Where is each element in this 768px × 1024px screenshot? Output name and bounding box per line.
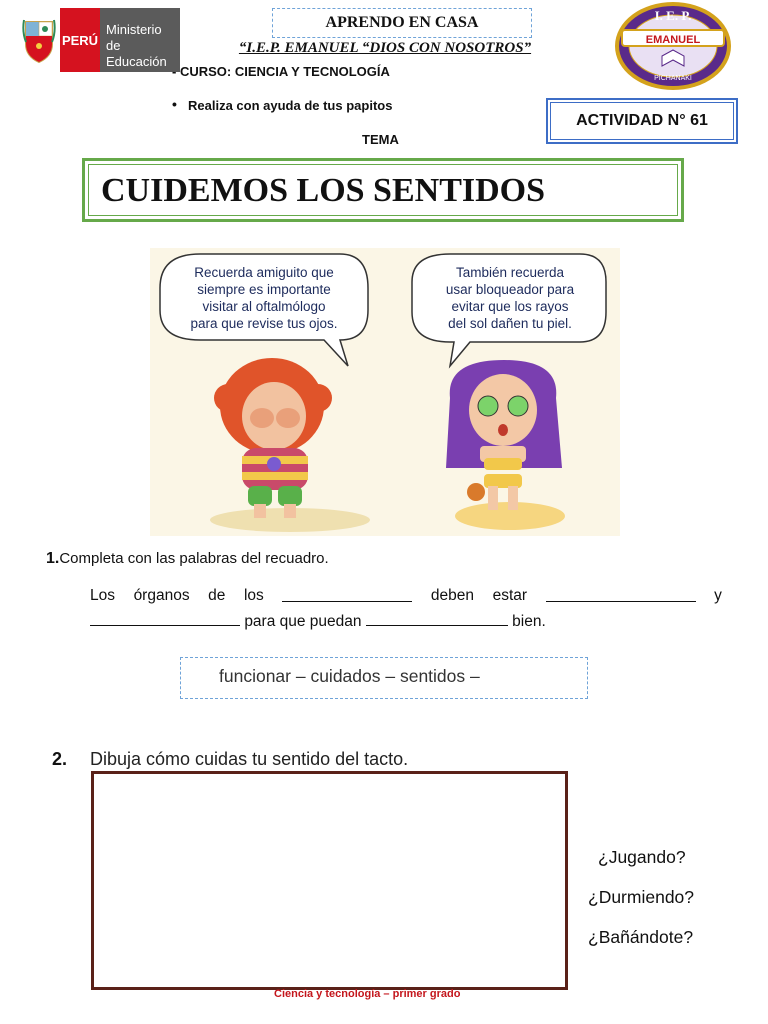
blank-field[interactable] bbox=[282, 587, 412, 602]
bubble-left-line: para que revise tus ojos. bbox=[190, 316, 338, 331]
fill-sentence-line2 bbox=[90, 611, 546, 631]
main-title: CUIDEMOS LOS SENTIDOS bbox=[88, 164, 678, 216]
word: Los bbox=[90, 587, 115, 604]
question-1-text: Completa con las palabras del recuadro. bbox=[59, 550, 329, 567]
bubble-left-line: visitar al oftalmólogo bbox=[202, 299, 326, 314]
question-2-number: 2. bbox=[52, 749, 68, 769]
illustration bbox=[150, 248, 620, 536]
peru-label: PERÚ bbox=[60, 8, 100, 72]
page-header-title: APRENDO EN CASA bbox=[272, 8, 532, 38]
school-logo-top: I. E. P. bbox=[654, 8, 692, 23]
blank-field[interactable] bbox=[90, 611, 240, 626]
school-logo-name: EMANUEL bbox=[645, 34, 701, 46]
minedu-logo bbox=[18, 8, 180, 72]
course-label: - CURSO: CIENCIA Y TECNOLOGÍA bbox=[172, 64, 390, 79]
girl-with-sunglasses-figure bbox=[446, 360, 562, 510]
question-2-text: Dibuja cómo cuidas tu sentido del tacto. bbox=[90, 749, 409, 769]
word: los bbox=[243, 587, 264, 604]
blank-field[interactable] bbox=[366, 611, 508, 626]
activity-number: ACTIVIDAD N° 61 bbox=[550, 102, 734, 140]
ministry-line2: de Educación bbox=[106, 38, 167, 69]
bubble-right-line: del sol dañen tu piel. bbox=[448, 316, 572, 331]
bubble-right-line: usar bloqueador para bbox=[445, 282, 575, 297]
word: para que puedan bbox=[244, 613, 362, 630]
side-question: ¿Jugando? bbox=[598, 847, 686, 867]
drawing-area[interactable] bbox=[91, 771, 568, 990]
word: estar bbox=[492, 587, 528, 604]
ministry-line1: Ministerio bbox=[106, 22, 162, 37]
bubble-right-text bbox=[420, 264, 600, 332]
school-logo bbox=[612, 0, 734, 92]
bubble-left-line: siempre es importante bbox=[197, 282, 331, 297]
bubble-left-text bbox=[168, 264, 360, 332]
word-bank: funcionar – cuidados – sentidos – bbox=[180, 657, 588, 699]
word: de bbox=[208, 587, 226, 604]
side-question: ¿Durmiendo? bbox=[588, 887, 695, 907]
word: deben bbox=[430, 587, 475, 604]
blank-field[interactable] bbox=[546, 587, 696, 602]
fill-sentence-line1 bbox=[90, 587, 722, 605]
peru-shield-icon bbox=[18, 8, 60, 72]
word: bien. bbox=[512, 613, 546, 630]
word: y bbox=[714, 587, 722, 604]
bubble-left-line: Recuerda amiguito que bbox=[194, 265, 334, 280]
word: órganos bbox=[133, 587, 190, 604]
school-logo-bottom: PICHANAKI bbox=[654, 75, 692, 82]
question-1-number: 1. bbox=[46, 550, 60, 567]
girl-covering-eyes-figure bbox=[214, 358, 332, 518]
question-1 bbox=[46, 550, 329, 568]
activity-badge bbox=[546, 98, 738, 144]
tema-label: TEMA bbox=[362, 132, 399, 147]
main-title-box bbox=[82, 158, 684, 222]
ministry-label bbox=[100, 8, 180, 72]
footer-text: Ciencia y tecnología – primer grado bbox=[274, 988, 461, 1000]
side-question: ¿Bañándote? bbox=[588, 927, 694, 947]
instruction-text: Realiza con ayuda de tus papitos bbox=[188, 98, 393, 113]
bullet-icon: • bbox=[172, 96, 177, 112]
bubble-right-line: También recuerda bbox=[455, 265, 565, 280]
bubble-right-line: evitar que los rayos bbox=[451, 299, 569, 314]
school-name: “I.E.P. EMANUEL “DIOS CON NOSOTROS” bbox=[238, 40, 532, 56]
